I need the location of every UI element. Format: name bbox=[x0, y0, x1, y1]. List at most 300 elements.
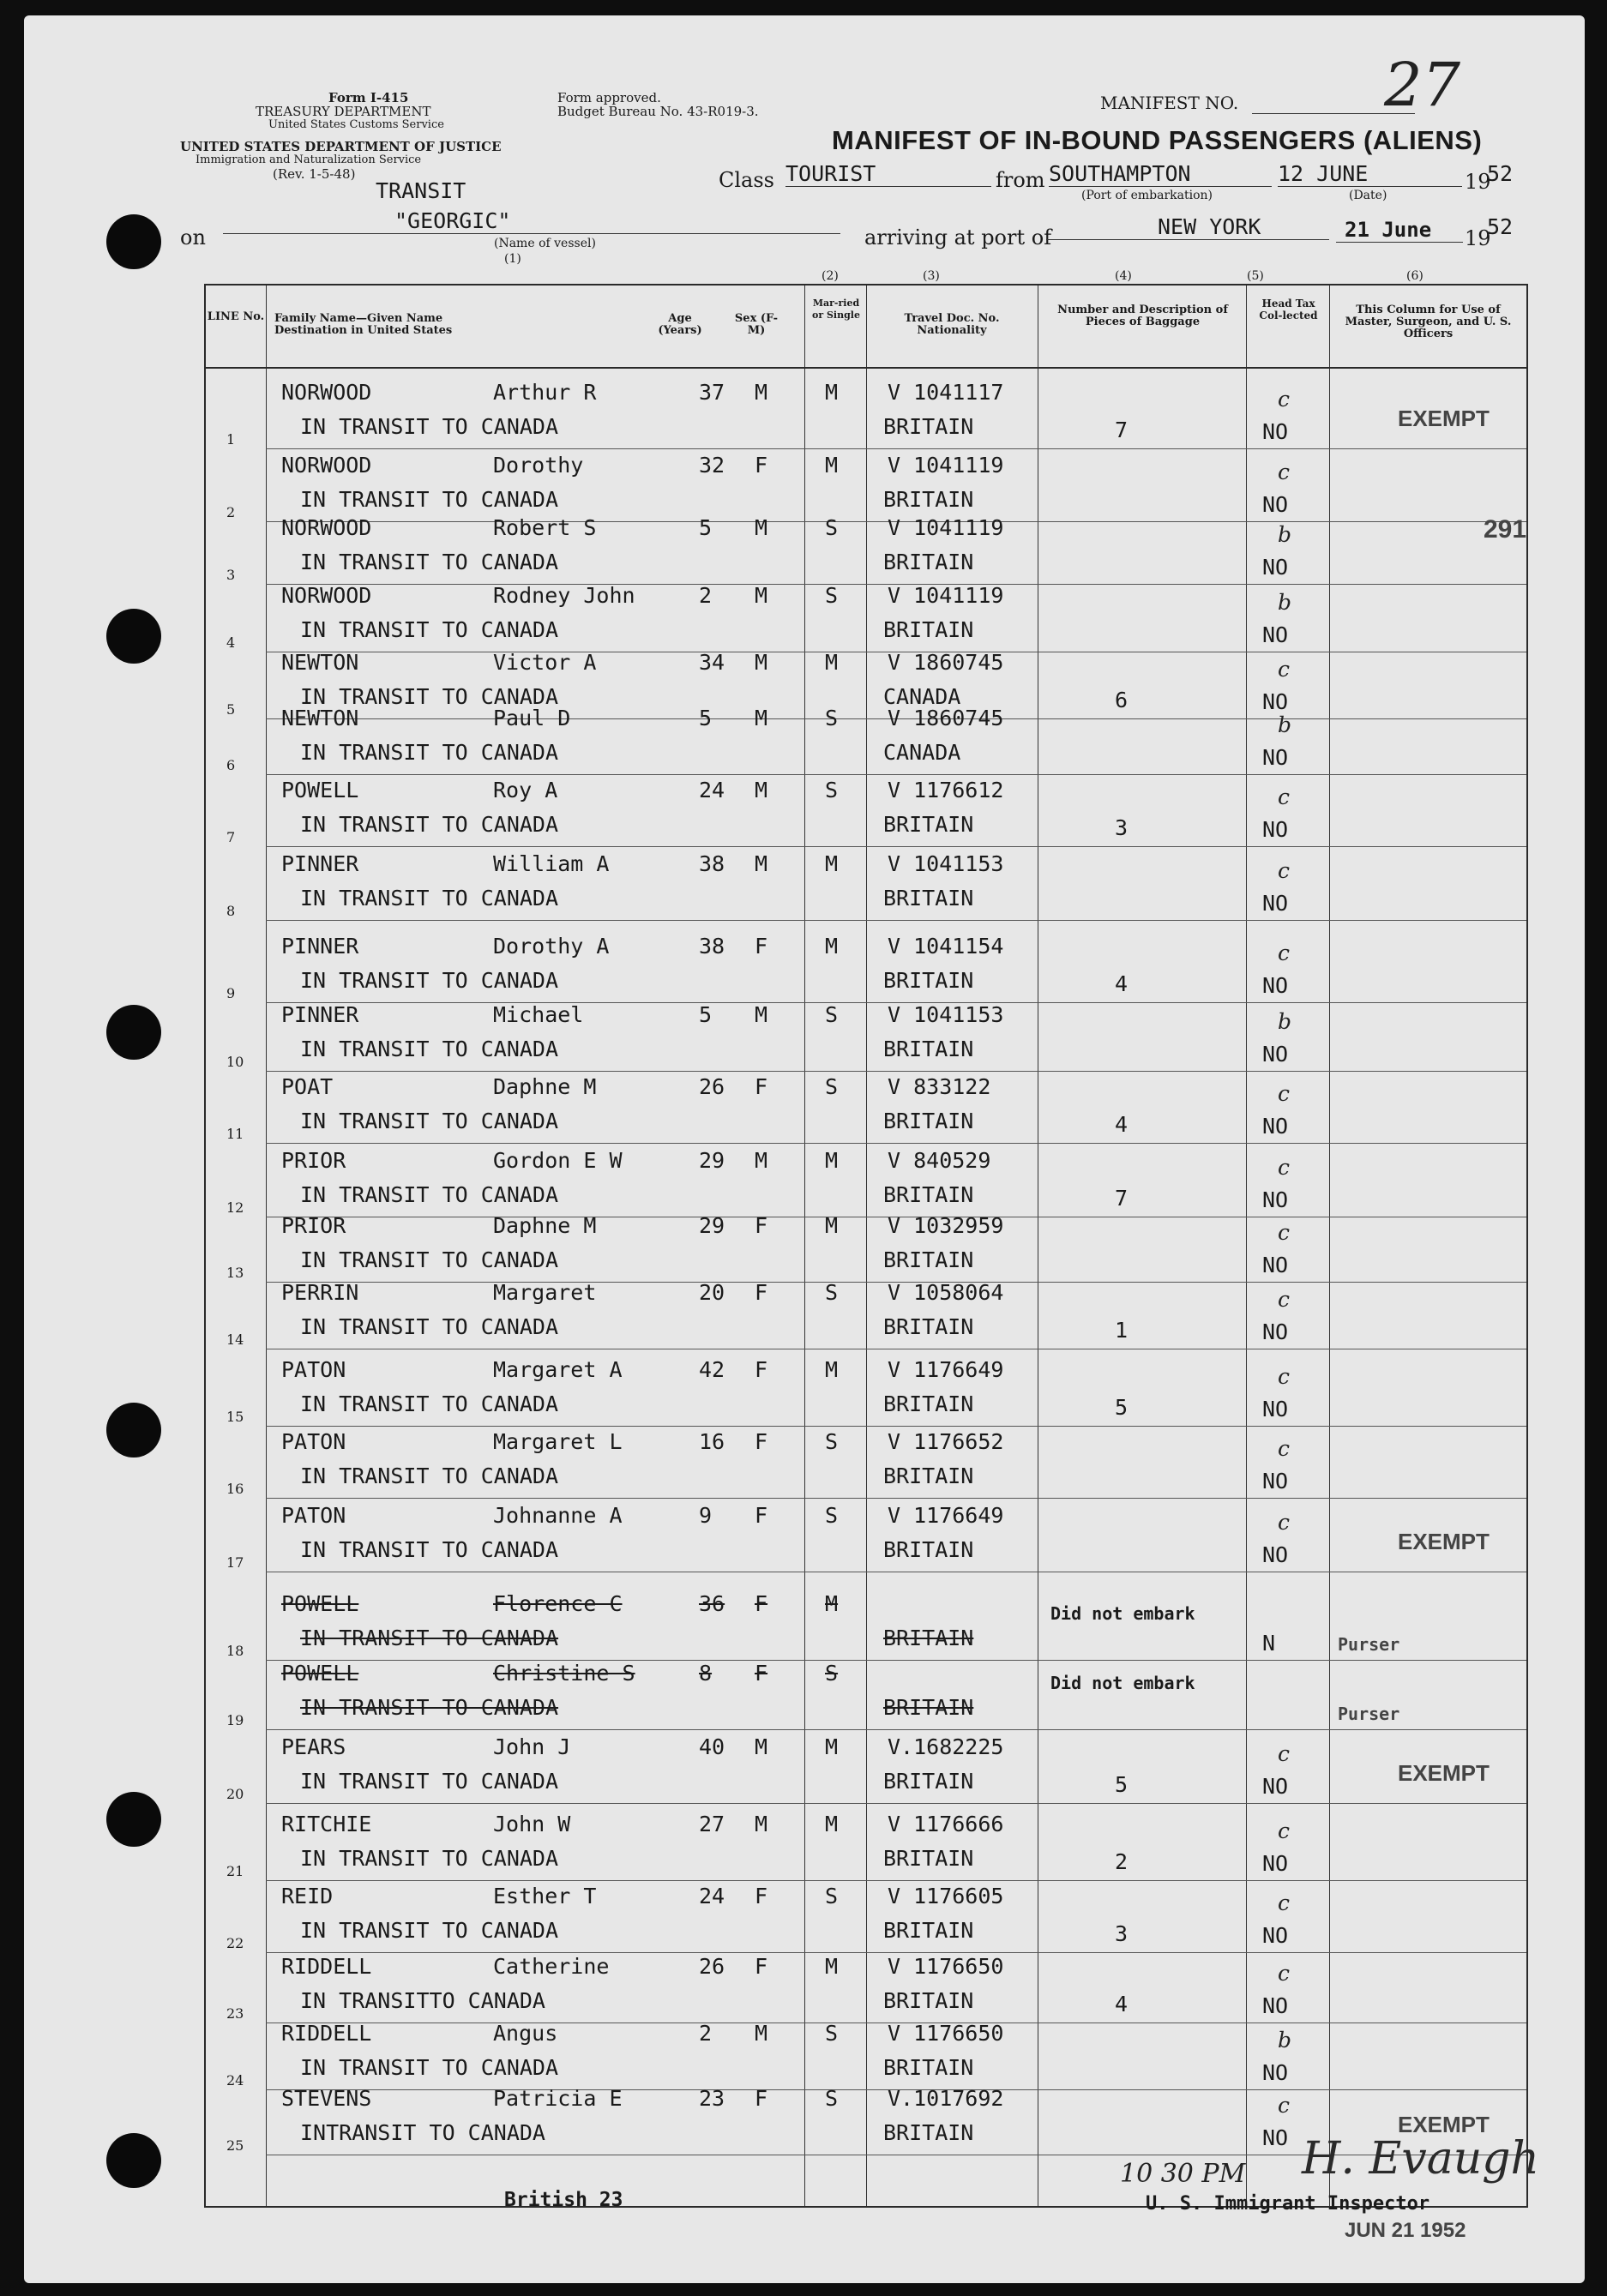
head-tax-mark: c bbox=[1278, 1155, 1291, 1180]
sex: F bbox=[755, 1280, 768, 1305]
line-number: 12 bbox=[226, 1199, 244, 1216]
line-number: 13 bbox=[226, 1265, 244, 1281]
family-name: PATON bbox=[281, 1503, 346, 1528]
sex: F bbox=[755, 1661, 768, 1686]
head-tax-mark: c bbox=[1278, 1741, 1291, 1766]
table-row bbox=[206, 2021, 1526, 2093]
marital-status: M bbox=[825, 1734, 839, 1759]
travel-doc-number: V 1176652 bbox=[888, 1429, 1004, 1454]
age: 29 bbox=[699, 1148, 725, 1173]
line-number: 6 bbox=[226, 757, 236, 773]
head-tax: NO bbox=[1262, 2125, 1289, 2150]
sex: M bbox=[755, 650, 768, 675]
table-row bbox=[206, 934, 1526, 1006]
line-number: 4 bbox=[226, 634, 236, 651]
col-age: Age (Years) bbox=[658, 312, 702, 337]
sex: M bbox=[755, 1002, 768, 1027]
doj-revision: (Rev. 1-5-48) bbox=[273, 166, 356, 182]
row-divider bbox=[266, 1071, 1526, 1072]
head-tax-mark: b bbox=[1278, 1009, 1292, 1034]
travel-doc-number: V 1176650 bbox=[888, 1954, 1004, 1979]
line-number: 25 bbox=[226, 2137, 244, 2154]
officer-note: Purser bbox=[1338, 1704, 1400, 1724]
col1-caption: (1) bbox=[504, 252, 521, 266]
manifest-page bbox=[24, 15, 1585, 2283]
destination: IN TRANSIT TO CANADA bbox=[300, 1846, 559, 1871]
given-name: Daphne M bbox=[493, 1213, 597, 1238]
head-tax-mark: c bbox=[1278, 1510, 1291, 1535]
head-tax: NO bbox=[1262, 817, 1289, 842]
head-tax: NO bbox=[1262, 2060, 1289, 2085]
arrival-port: NEW YORK bbox=[1046, 214, 1329, 240]
time-note: 10 30 PM bbox=[1120, 2159, 1246, 2189]
destination: IN TRANSIT TO CANADA bbox=[300, 1037, 559, 1061]
marital-status: M bbox=[825, 851, 839, 876]
table-row bbox=[206, 1954, 1526, 2026]
col-baggage: Number and Description of Pieces of Baggage bbox=[1057, 304, 1228, 328]
head-tax: NO bbox=[1262, 1923, 1289, 1948]
head-tax-mark: b bbox=[1278, 712, 1292, 737]
col-number-5: (5) bbox=[1247, 269, 1264, 283]
given-name: William A bbox=[493, 851, 610, 876]
baggage: 6 bbox=[1115, 688, 1129, 712]
marital-status: M bbox=[825, 1812, 839, 1836]
given-name: Catherine bbox=[493, 1954, 610, 1979]
sex: M bbox=[755, 583, 768, 608]
baggage: Did not embark bbox=[1050, 1673, 1195, 1693]
line-number: 7 bbox=[226, 829, 236, 845]
head-tax-mark: c bbox=[1278, 387, 1291, 412]
officer-note: 291 bbox=[1484, 515, 1527, 544]
table-row bbox=[206, 778, 1526, 850]
family-name: POAT bbox=[281, 1074, 334, 1099]
on-label: on bbox=[180, 225, 206, 249]
col-head-tax: Head Tax Col-lected bbox=[1259, 298, 1318, 322]
family-name: RIDDELL bbox=[281, 2021, 372, 2046]
nationality: BRITAIN bbox=[883, 1391, 974, 1416]
row-divider bbox=[266, 1426, 1526, 1427]
travel-doc-number: V 1176650 bbox=[888, 2021, 1004, 2046]
travel-doc-number: V 1058064 bbox=[888, 1280, 1004, 1305]
port-caption: (Port of embarkation) bbox=[1081, 189, 1213, 202]
travel-doc-number: V 1041117 bbox=[888, 380, 1004, 405]
line-number: 15 bbox=[226, 1409, 244, 1425]
marital-status: S bbox=[825, 1280, 839, 1305]
table-row bbox=[206, 706, 1526, 778]
family-name: NORWOOD bbox=[281, 453, 372, 478]
nationality: BRITAIN bbox=[883, 550, 974, 574]
travel-doc-number: V 1176649 bbox=[888, 1357, 1004, 1382]
baggage: 4 bbox=[1115, 1992, 1129, 2017]
age: 42 bbox=[699, 1357, 725, 1382]
nationality: CANADA bbox=[883, 740, 961, 765]
sex: F bbox=[755, 2086, 768, 2111]
head-tax: NO bbox=[1262, 1397, 1289, 1421]
sex: M bbox=[755, 778, 768, 802]
head-tax-mark: c bbox=[1278, 1081, 1291, 1106]
travel-doc-number: V 1041153 bbox=[888, 851, 1004, 876]
head-tax: NO bbox=[1262, 492, 1289, 517]
marital-status: S bbox=[825, 1429, 839, 1454]
travel-doc-number: V.1017692 bbox=[888, 2086, 1004, 2111]
line-number: 8 bbox=[226, 903, 236, 919]
head-tax-mark: b bbox=[1278, 590, 1292, 615]
line-number: 20 bbox=[226, 1786, 244, 1802]
head-tax: NO bbox=[1262, 1851, 1289, 1876]
head-tax: NO bbox=[1262, 419, 1289, 444]
age: 32 bbox=[699, 453, 725, 478]
table-row bbox=[206, 1002, 1526, 1074]
head-tax-mark: c bbox=[1278, 858, 1291, 883]
marital-status: S bbox=[825, 515, 839, 540]
head-tax: NO bbox=[1262, 555, 1289, 580]
line-number: 10 bbox=[226, 1054, 244, 1070]
form-approval: Form approved. bbox=[557, 90, 661, 105]
head-tax: NO bbox=[1262, 1253, 1289, 1277]
table-row bbox=[206, 1503, 1526, 1575]
given-name: John W bbox=[493, 1812, 571, 1836]
line-number: 18 bbox=[226, 1643, 244, 1659]
table-row bbox=[206, 1661, 1526, 1733]
marital-status: M bbox=[825, 380, 839, 405]
marital-status: S bbox=[825, 1661, 839, 1686]
col-sex: Sex (F-M) bbox=[734, 312, 779, 337]
family-name: NEWTON bbox=[281, 706, 359, 730]
given-name: Paul D bbox=[493, 706, 571, 730]
sex: F bbox=[755, 1954, 768, 1979]
travel-doc-number: V 1041154 bbox=[888, 934, 1004, 959]
class-value: TOURIST bbox=[785, 161, 991, 187]
arrival-year-prefix: 19 bbox=[1465, 226, 1491, 250]
nationality: BRITAIN bbox=[883, 1109, 974, 1133]
marital-status: S bbox=[825, 2086, 839, 2111]
age: 23 bbox=[699, 2086, 725, 2111]
family-name: STEVENS bbox=[281, 2086, 372, 2111]
vessel-caption: (Name of vessel) bbox=[494, 237, 596, 250]
age: 2 bbox=[699, 583, 713, 608]
binder-hole bbox=[106, 609, 161, 664]
doj-service: Immigration and Naturalization Service bbox=[196, 153, 422, 166]
destination: IN TRANSIT TO CANADA bbox=[300, 1182, 559, 1207]
col-married: Mar-ried or Single bbox=[812, 298, 860, 321]
col-name-line2: Destination in United States bbox=[274, 324, 453, 337]
head-tax-mark: c bbox=[1278, 1287, 1291, 1312]
head-tax-mark: c bbox=[1278, 941, 1291, 965]
line-number: 9 bbox=[226, 985, 236, 1001]
travel-doc-number: V 1032959 bbox=[888, 1213, 1004, 1238]
binder-hole bbox=[106, 2133, 161, 2188]
vessel-name: "GEORGIC" bbox=[223, 208, 840, 234]
head-tax-mark: c bbox=[1278, 784, 1291, 809]
nationality: BRITAIN bbox=[883, 617, 974, 642]
binder-hole bbox=[106, 214, 161, 269]
given-name: Dorothy bbox=[493, 453, 584, 478]
sex: M bbox=[755, 706, 768, 730]
table-row bbox=[206, 1280, 1526, 1352]
given-name: Roy A bbox=[493, 778, 558, 802]
sex: F bbox=[755, 1074, 768, 1099]
page-number: 27 bbox=[1384, 50, 1461, 120]
family-name: POWELL bbox=[281, 1661, 359, 1686]
destination: IN TRANSIT TO CANADA bbox=[300, 1391, 559, 1416]
family-name: REID bbox=[281, 1884, 334, 1908]
nationality: BRITAIN bbox=[883, 1769, 974, 1794]
nationality: BRITAIN bbox=[883, 414, 974, 439]
baggage: 3 bbox=[1115, 1921, 1129, 1946]
family-name: RIDDELL bbox=[281, 1954, 372, 1979]
line-number: 21 bbox=[226, 1863, 244, 1879]
line-number: 22 bbox=[226, 1935, 244, 1951]
from-label: from bbox=[996, 168, 1045, 192]
line-number: 3 bbox=[226, 567, 236, 583]
row-divider bbox=[266, 1952, 1526, 1953]
family-name: NORWOOD bbox=[281, 380, 372, 405]
marital-status: S bbox=[825, 1503, 839, 1528]
row-divider bbox=[266, 1729, 1526, 1730]
given-name: Margaret L bbox=[493, 1429, 623, 1454]
given-name: Robert S bbox=[493, 515, 597, 540]
marital-status: S bbox=[825, 583, 839, 608]
nationality: BRITAIN bbox=[883, 1247, 974, 1272]
age: 9 bbox=[699, 1503, 713, 1528]
class-label: Class bbox=[719, 168, 774, 192]
age: 38 bbox=[699, 851, 725, 876]
destination: IN TRANSIT TO CANADA bbox=[300, 1537, 559, 1562]
year-prefix: 19 bbox=[1465, 170, 1491, 194]
marital-status: M bbox=[825, 1213, 839, 1238]
destination: IN TRANSIT TO CANADA bbox=[300, 1769, 559, 1794]
given-name: Arthur R bbox=[493, 380, 597, 405]
sex: M bbox=[755, 1734, 768, 1759]
given-name: Michael bbox=[493, 1002, 584, 1027]
age: 29 bbox=[699, 1213, 725, 1238]
head-tax-mark: b bbox=[1278, 522, 1292, 547]
nationality: BRITAIN bbox=[883, 968, 974, 993]
table-row bbox=[206, 380, 1526, 452]
travel-doc-number: V 1176666 bbox=[888, 1812, 1004, 1836]
line-number: 16 bbox=[226, 1481, 244, 1497]
baggage: 3 bbox=[1115, 815, 1129, 840]
family-name: POWELL bbox=[281, 778, 359, 802]
marital-status: M bbox=[825, 1591, 839, 1616]
table-row bbox=[206, 1148, 1526, 1220]
destination: IN TRANSIT TO CANADA bbox=[300, 1247, 559, 1272]
head-tax-mark: c bbox=[1278, 1890, 1291, 1915]
form-number: Form I-415 bbox=[328, 90, 409, 105]
travel-doc-number: V 1176649 bbox=[888, 1503, 1004, 1528]
nationality: BRITAIN bbox=[883, 2055, 974, 2080]
head-tax: NO bbox=[1262, 891, 1289, 916]
destination: IN TRANSIT TO CANADA bbox=[300, 1109, 559, 1133]
family-name: PRIOR bbox=[281, 1213, 346, 1238]
family-name: PINNER bbox=[281, 1002, 359, 1027]
nationality: BRITAIN bbox=[883, 1464, 974, 1488]
line-number: 5 bbox=[226, 701, 236, 718]
embarkation-date: 12 JUNE bbox=[1278, 161, 1462, 187]
given-name: Johnanne A bbox=[493, 1503, 623, 1528]
head-tax: NO bbox=[1262, 1993, 1289, 2018]
head-tax: NO bbox=[1262, 1469, 1289, 1494]
sex: M bbox=[755, 851, 768, 876]
table-row bbox=[206, 1357, 1526, 1429]
destination: IN TRANSIT TO CANADA bbox=[300, 1464, 559, 1488]
table-row bbox=[206, 1429, 1526, 1501]
head-tax: NO bbox=[1262, 1042, 1289, 1067]
table-row bbox=[206, 583, 1526, 655]
form-service: United States Customs Service bbox=[268, 118, 444, 131]
age: 24 bbox=[699, 778, 725, 802]
head-tax: NO bbox=[1262, 1319, 1289, 1344]
line-number: 24 bbox=[226, 2072, 244, 2089]
destination: IN TRANSIT TO CANADA bbox=[300, 550, 559, 574]
travel-doc-number: V 1041153 bbox=[888, 1002, 1004, 1027]
arrival-year: 52 bbox=[1487, 214, 1514, 239]
age: 26 bbox=[699, 1954, 725, 1979]
travel-doc-number: V 1176605 bbox=[888, 1884, 1004, 1908]
date-caption: (Date) bbox=[1349, 189, 1387, 202]
col-travel-doc: Travel Doc. No. Nationality bbox=[904, 312, 1000, 337]
line-number: 14 bbox=[226, 1331, 244, 1348]
head-tax-mark: c bbox=[1278, 1961, 1291, 1986]
travel-doc-number: V 1041119 bbox=[888, 583, 1004, 608]
sex: F bbox=[755, 1429, 768, 1454]
nationality: BRITAIN bbox=[883, 1988, 974, 2013]
col-number-2: (2) bbox=[822, 269, 839, 283]
family-name: PERRIN bbox=[281, 1280, 359, 1305]
sex: M bbox=[755, 515, 768, 540]
line-number: 2 bbox=[226, 504, 236, 520]
family-name: NEWTON bbox=[281, 650, 359, 675]
age: 16 bbox=[699, 1429, 725, 1454]
destination: IN TRANSIT TO CANADA bbox=[300, 740, 559, 765]
travel-doc-number: V 840529 bbox=[888, 1148, 991, 1173]
age: 20 bbox=[699, 1280, 725, 1305]
nationality: BRITAIN bbox=[883, 812, 974, 837]
given-name: Angus bbox=[493, 2021, 558, 2046]
head-tax: NO bbox=[1262, 1542, 1289, 1567]
destination: IN TRANSIT TO CANADA bbox=[300, 968, 559, 993]
nationality: BRITAIN bbox=[883, 1918, 974, 1943]
sex: F bbox=[755, 1884, 768, 1908]
destination: INTRANSIT TO CANADA bbox=[300, 2120, 545, 2145]
marital-status: S bbox=[825, 778, 839, 802]
line-number: 11 bbox=[226, 1126, 244, 1142]
nationality: BRITAIN bbox=[883, 1626, 974, 1650]
age: 36 bbox=[699, 1591, 725, 1616]
travel-doc-number: V 1176612 bbox=[888, 778, 1004, 802]
row-divider bbox=[266, 1143, 1526, 1144]
date-stamp: JUN 21 1952 bbox=[1345, 2219, 1466, 2242]
binder-hole bbox=[106, 1005, 161, 1060]
given-name: Rodney John bbox=[493, 583, 635, 608]
head-tax-mark: c bbox=[1278, 1364, 1291, 1389]
row-divider bbox=[266, 448, 1526, 449]
head-tax-mark: c bbox=[1278, 1436, 1291, 1461]
british-count: British 23 bbox=[504, 2189, 623, 2211]
nationality: BRITAIN bbox=[883, 487, 974, 512]
baggage: 7 bbox=[1115, 1186, 1129, 1211]
given-name: Esther T bbox=[493, 1884, 597, 1908]
head-tax: NO bbox=[1262, 1774, 1289, 1799]
nationality: BRITAIN bbox=[883, 1846, 974, 1871]
family-name: PATON bbox=[281, 1357, 346, 1382]
sex: F bbox=[755, 1503, 768, 1528]
given-name: Patricia E bbox=[493, 2086, 623, 2111]
age: 5 bbox=[699, 706, 713, 730]
arriving-label: arriving at port of bbox=[864, 225, 1052, 249]
table-row bbox=[206, 851, 1526, 923]
sex: F bbox=[755, 1213, 768, 1238]
marital-status: M bbox=[825, 1148, 839, 1173]
head-tax-mark: c bbox=[1278, 1220, 1291, 1245]
embarkation-year: 52 bbox=[1487, 161, 1514, 186]
row-divider bbox=[266, 1803, 1526, 1804]
baggage: 2 bbox=[1115, 1849, 1129, 1874]
col-officers: This Column for Use of Master, Surgeon, and U. S. Officers bbox=[1345, 304, 1512, 340]
table-row bbox=[206, 453, 1526, 525]
travel-doc-number: V 1041119 bbox=[888, 515, 1004, 540]
destination: IN TRANSIT TO CANADA bbox=[300, 414, 559, 439]
destination: IN TRANSITTO CANADA bbox=[300, 1988, 545, 2013]
marital-status: S bbox=[825, 1002, 839, 1027]
manifest-number-label: MANIFEST NO. bbox=[1100, 93, 1239, 113]
col-line-no: LINE No. bbox=[207, 310, 265, 323]
marital-status: S bbox=[825, 2021, 839, 2046]
family-name: PINNER bbox=[281, 934, 359, 959]
arrival-date: 21 June bbox=[1336, 218, 1463, 243]
sex: M bbox=[755, 1812, 768, 1836]
given-name: Margaret bbox=[493, 1280, 597, 1305]
head-tax: NO bbox=[1262, 622, 1289, 647]
manifest-table bbox=[204, 284, 1528, 2208]
row-divider bbox=[266, 1498, 1526, 1499]
port-of-embarkation: SOUTHAMPTON bbox=[1049, 161, 1272, 187]
binder-hole bbox=[106, 1792, 161, 1847]
head-tax: NO bbox=[1262, 1187, 1289, 1212]
head-tax-mark: c bbox=[1278, 460, 1291, 484]
line-number: 19 bbox=[226, 1712, 244, 1728]
destination: IN TRANSIT TO CANADA bbox=[300, 886, 559, 911]
nationality: BRITAIN bbox=[883, 1314, 974, 1339]
marital-status: M bbox=[825, 453, 839, 478]
nationality: BRITAIN bbox=[883, 1537, 974, 1562]
age: 40 bbox=[699, 1734, 725, 1759]
baggage: 1 bbox=[1115, 1318, 1129, 1343]
age: 2 bbox=[699, 2021, 713, 2046]
destination: IN TRANSIT TO CANADA bbox=[300, 617, 559, 642]
row-divider bbox=[266, 920, 1526, 921]
marital-status: S bbox=[825, 1074, 839, 1099]
sex: M bbox=[755, 380, 768, 405]
travel-doc-number: V 833122 bbox=[888, 1074, 991, 1099]
age: 24 bbox=[699, 1884, 725, 1908]
destination: IN TRANSIT TO CANADA bbox=[300, 812, 559, 837]
age: 34 bbox=[699, 650, 725, 675]
nationality: BRITAIN bbox=[883, 886, 974, 911]
given-name: Florence C bbox=[493, 1591, 623, 1616]
table-row bbox=[206, 1734, 1526, 1806]
nationality: CANADA bbox=[883, 684, 961, 709]
head-tax: NO bbox=[1262, 745, 1289, 770]
baggage: 5 bbox=[1115, 1772, 1129, 1797]
baggage: 4 bbox=[1115, 1112, 1129, 1137]
given-name: Christine S bbox=[493, 1661, 635, 1686]
form-department: TREASURY DEPARTMENT bbox=[256, 104, 431, 119]
destination: IN TRANSIT TO CANADA bbox=[300, 2055, 559, 2080]
col-name bbox=[274, 313, 452, 337]
manifest-title: MANIFEST OF IN-BOUND PASSENGERS (ALIENS) bbox=[832, 125, 1483, 155]
given-name: Margaret A bbox=[493, 1357, 623, 1382]
